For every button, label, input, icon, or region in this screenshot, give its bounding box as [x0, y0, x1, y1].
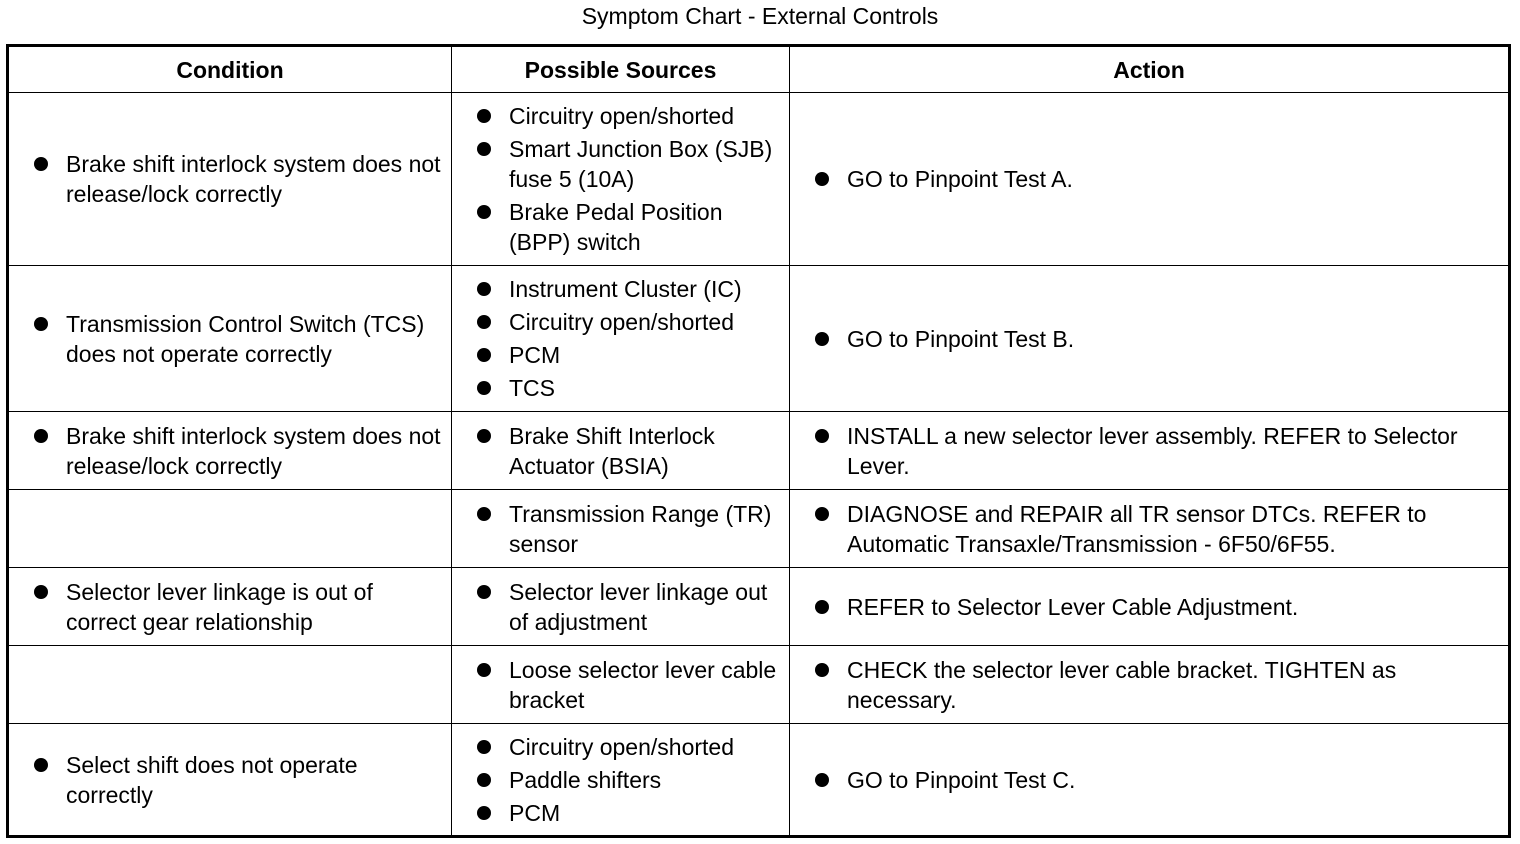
sources-cell: [452, 568, 790, 646]
condition-text: Select shift does not operate correctly: [66, 751, 358, 808]
condition-text: Brake shift interlock system does not release/lock correctly: [66, 151, 441, 207]
condition-text: Transmission Control Switch (TCS) does not operate correctly: [66, 310, 425, 367]
bullet-icon: [477, 806, 491, 820]
condition-text: Selector lever linkage is out of correct gear relationship: [66, 578, 373, 635]
source-text: Paddle shifters: [509, 766, 662, 793]
source-text: Brake Pedal Position (BPP) switch: [509, 199, 723, 255]
condition-cell: [8, 93, 452, 266]
bullet-icon: [477, 585, 491, 599]
condition-cell: [8, 412, 452, 490]
action-cell: [790, 724, 1510, 837]
condition-cell: [8, 724, 452, 837]
sources-cell: [452, 266, 790, 412]
bullet-icon: [477, 109, 491, 123]
bullet-icon: [815, 429, 829, 443]
condition-cell: [8, 490, 452, 568]
table-row: [8, 412, 1510, 490]
bullet-icon: [477, 205, 491, 219]
bullet-icon: [477, 429, 491, 443]
condition-cell: [8, 568, 452, 646]
bullet-icon: [815, 773, 829, 787]
table-row: [8, 93, 1510, 266]
source-text: Smart Junction Box (SJB) fuse 5 (10A): [509, 136, 773, 192]
action-cell: [790, 266, 1510, 412]
header-possible-sources: Possible Sources: [452, 46, 790, 93]
header-action: Action: [790, 46, 1510, 93]
condition-cell: [8, 266, 452, 412]
source-text: Circuitry open/shorted: [509, 103, 734, 129]
header-row: [8, 46, 1510, 93]
action-text: DIAGNOSE and REPAIR all TR sensor DTCs. REFER to Automatic Transaxle/Transmission - 6F50/6F55.: [847, 500, 1427, 557]
source-text: Brake Shift Interlock Actuator (BSIA): [509, 422, 715, 479]
bullet-icon: [477, 663, 491, 677]
bullet-icon: [815, 172, 829, 186]
table-row: [8, 568, 1510, 646]
bullet-icon: [477, 740, 491, 754]
action-cell: [790, 412, 1510, 490]
bullet-icon: [477, 315, 491, 329]
sources-cell: [452, 724, 790, 837]
action-cell: [790, 568, 1510, 646]
table-row: [8, 266, 1510, 412]
sources-cell: [452, 412, 790, 490]
source-text: PCM: [509, 799, 561, 826]
source-text: PCM: [509, 342, 561, 368]
table-row: [8, 490, 1510, 568]
source-text: Circuitry open/shorted: [509, 733, 734, 760]
action-text: INSTALL a new selector lever assembly. REFER to Selector Lever.: [847, 422, 1458, 479]
bullet-icon: [815, 600, 829, 614]
bullet-icon: [815, 332, 829, 346]
bullet-icon: [34, 429, 48, 443]
bullet-icon: [34, 317, 48, 331]
condition-text: Brake shift interlock system does not release/lock correctly: [66, 422, 441, 479]
source-text: Transmission Range (TR) sensor: [509, 500, 772, 557]
action-cell: [790, 93, 1510, 266]
bullet-icon: [34, 157, 48, 171]
bullet-icon: [477, 348, 491, 362]
source-text: Selector lever linkage out of adjustment: [509, 578, 768, 635]
bullet-icon: [477, 773, 491, 787]
table-row: [8, 724, 1510, 837]
chart-title: Symptom Chart - External Controls: [581, 3, 939, 29]
action-cell: [790, 646, 1510, 724]
action-cell: [790, 490, 1510, 568]
bullet-icon: [477, 142, 491, 156]
condition-cell: [8, 646, 452, 724]
source-text: TCS: [509, 375, 555, 401]
sources-cell: [452, 93, 790, 266]
bullet-icon: [34, 585, 48, 599]
table-row: [8, 646, 1510, 724]
sources-cell: [452, 646, 790, 724]
action-text: CHECK the selector lever cable bracket. TIGHTEN as necessary.: [847, 656, 1397, 713]
bullet-icon: [477, 282, 491, 296]
source-text: Loose selector lever cable bracket: [509, 656, 777, 713]
action-text: GO to Pinpoint Test C.: [847, 766, 1076, 793]
bullet-icon: [815, 663, 829, 677]
source-text: Instrument Cluster (IC): [509, 276, 742, 302]
action-text: GO to Pinpoint Test B.: [847, 325, 1075, 352]
symptom-chart-table: [6, 44, 1511, 838]
action-text: REFER to Selector Lever Cable Adjustment.: [847, 593, 1299, 620]
source-text: Circuitry open/shorted: [509, 309, 734, 335]
sources-cell: [452, 490, 790, 568]
bullet-icon: [477, 381, 491, 395]
action-text: GO to Pinpoint Test A.: [847, 166, 1073, 192]
bullet-icon: [34, 758, 48, 772]
header-condition: Condition: [8, 46, 452, 93]
bullet-icon: [477, 507, 491, 521]
bullet-icon: [815, 507, 829, 521]
